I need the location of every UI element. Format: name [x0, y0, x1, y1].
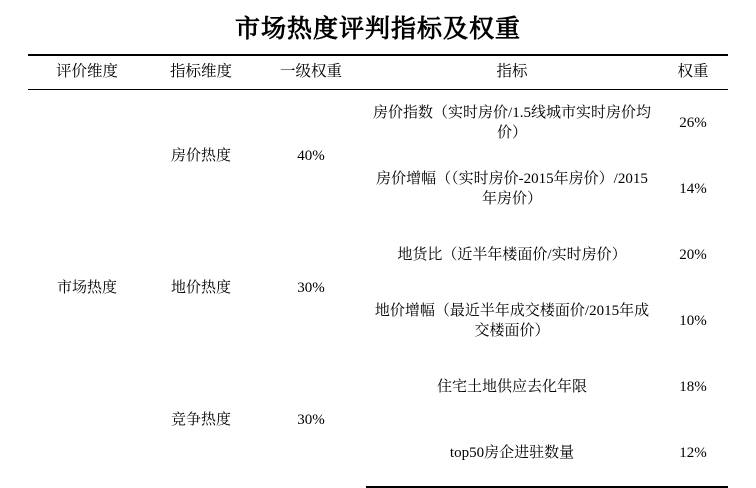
- cell-indicator: 房价指数（实时房价/1.5线城市实时房价均价）: [373, 104, 651, 141]
- column-header-index-dimension: 指标维度: [146, 55, 256, 89]
- cell-indicator: 住宅土地供应去化年限: [436, 378, 587, 395]
- column-header-primary-weight: 一级权重: [256, 55, 366, 89]
- column-header-indicator: 指标: [366, 55, 658, 89]
- cell-weight: 10%: [679, 312, 707, 329]
- cell-index-dimension-1: 房价热度: [170, 147, 231, 164]
- column-header-evaluation-dimension: 评价维度: [28, 55, 146, 89]
- cell-weight: 20%: [679, 246, 707, 263]
- cell-weight: 18%: [679, 378, 707, 395]
- cell-weight: 14%: [679, 180, 707, 197]
- table-header-row: [28, 55, 728, 89]
- cell-evaluation-dimension: 市场热度: [56, 280, 117, 297]
- cell-index-dimension-3: 竞争热度: [170, 412, 231, 429]
- indicator-weight-table: [28, 54, 728, 488]
- table-body: [28, 89, 728, 487]
- cell-weight: 26%: [679, 114, 707, 131]
- cell-primary-weight-1: 40%: [297, 147, 325, 164]
- cell-primary-weight-3: 30%: [297, 412, 325, 429]
- cell-indicator: 地价增幅（最近半年成交楼面价/2015年成交楼面价）: [374, 302, 650, 339]
- cell-weight: 12%: [658, 420, 728, 487]
- cell-indicator: top50房企进驻数量: [366, 420, 658, 487]
- cell-primary-weight-2: 30%: [297, 279, 325, 296]
- table-header: [28, 55, 728, 89]
- column-header-weight: 权重: [658, 55, 728, 89]
- cell-index-dimension-2: 地价热度: [170, 279, 231, 296]
- cell-indicator: 地货比（近半年楼面价/实时房价）: [397, 246, 627, 263]
- cell-indicator: 房价增幅（（实时房价-2015年房价）/2015年房价）: [376, 170, 648, 207]
- page-title: 市场热度评判指标及权重: [234, 15, 521, 43]
- table-row: [28, 89, 728, 156]
